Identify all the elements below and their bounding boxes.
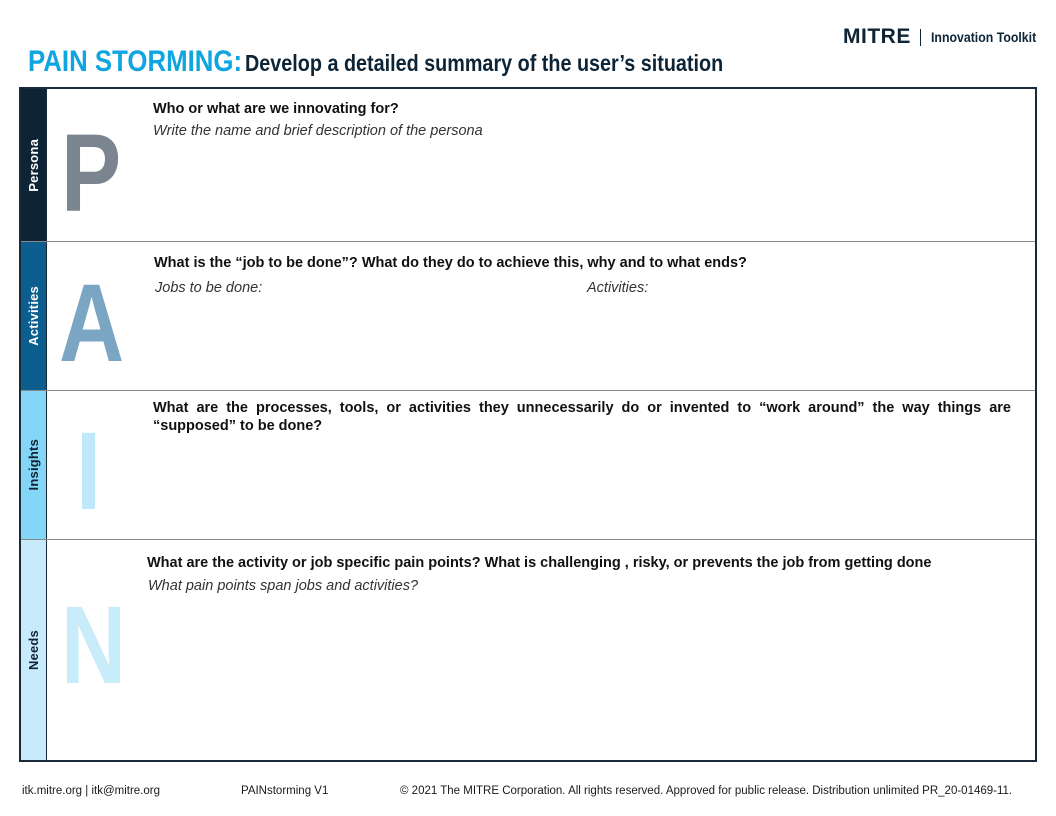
insights-section [21,391,1035,540]
activities-letter: A [59,262,125,385]
footer-contact: itk.mitre.org | itk@mitre.org [22,785,160,797]
activities-question: What is the “job to be done”? What do they do to achieve this, why and to what ends? [154,255,747,271]
needs-tab [21,540,47,760]
insights-question: What are the processes, tools, or activities they unnecessarily do or invented to “work around” the way things are “supposed” to be done? [153,400,1011,434]
persona-hint: Write the name and brief description of the persona [153,123,483,139]
insights-tab [21,391,47,539]
persona-section [21,89,1035,242]
footer-version: PAINstorming V1 [241,785,329,797]
persona-tab [21,89,47,241]
insights-tab-label: Insights [26,439,41,491]
pain-worksheet [19,87,1037,762]
mitre-brand [843,27,1050,47]
needs-tab-label: Needs [26,629,41,671]
activities-tab [21,242,47,390]
mitre-logo: MITRE [843,25,911,48]
page-title [28,45,801,81]
needs-question: What are the activity or job specific pain points? What is challenging , risky, or prevents the job from getting done [147,555,932,571]
insights-letter: I [76,410,102,533]
brand-tagline: Innovation Toolkit [930,29,1037,45]
page-title-main: PAIN STORMING: [28,45,243,78]
activities-tab-label: Activities [26,286,41,346]
persona-tab-label: Persona [26,138,41,192]
needs-letter: N [61,584,127,707]
brand-divider [920,29,921,46]
needs-section [21,540,1035,760]
persona-letter: P [61,112,122,235]
activities-hint: Activities: [587,280,649,296]
needs-hint: What pain points span jobs and activities? [148,578,419,594]
activities-section [21,242,1035,391]
footer-copyright: © 2021 The MITRE Corporation. All rights reserved. Approved for public release. Distribution unlimited PR_20-01469-11. [400,785,1013,797]
jobs-to-be-done-hint: Jobs to be done: [155,280,263,296]
persona-question: Who or what are we innovating for? [153,101,399,117]
page-title-subtitle: Develop a detailed summary of the user’s situation [244,50,724,76]
